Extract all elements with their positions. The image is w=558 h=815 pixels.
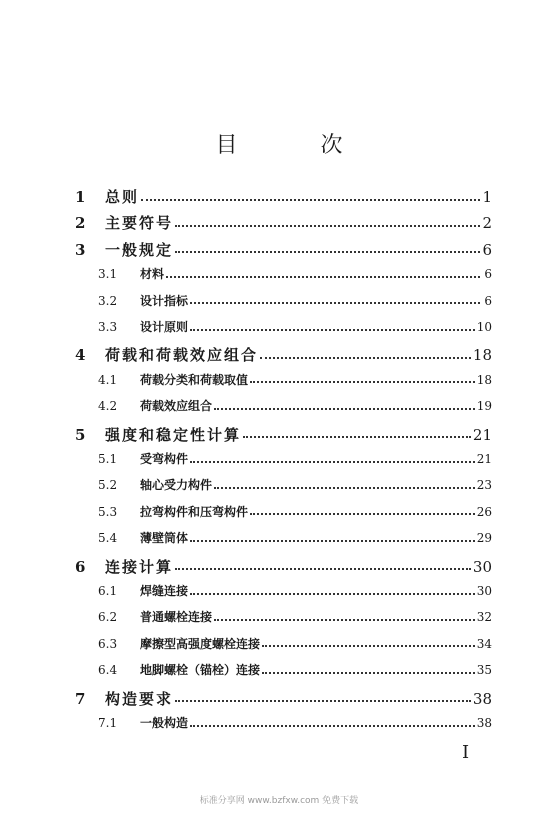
watermark: 标准分享网 www.bzfxw.com 免费下载 (199, 796, 359, 806)
toc-entry-5-2[interactable] (98, 476, 492, 493)
toc-leader-dots (166, 276, 480, 278)
toc-entry-3-2[interactable] (98, 292, 492, 309)
toc-entry-title: 地脚螺栓（锚栓）连接 (140, 663, 261, 678)
toc-entry-title: 构造要求 (105, 689, 174, 708)
toc-entry-5[interactable] (75, 424, 492, 445)
toc-entry-title: 拉弯构件和压弯构件 (140, 504, 249, 519)
toc-leader-dots (190, 593, 475, 595)
toc-leader-dots (214, 408, 475, 410)
toc-entry-number: 5.4 (98, 531, 118, 546)
toc-entry-title: 轴心受力构件 (140, 478, 213, 493)
toc-entry-page: 29 (476, 531, 492, 546)
toc-entry-title: 荷载效应组合 (140, 399, 213, 414)
toc-entry-page: 30 (476, 584, 492, 598)
toc-entry-page: 6 (482, 240, 492, 259)
toc-leader-dots (250, 381, 475, 383)
toc-entry-number: 7 (75, 689, 86, 708)
toc-leader-dots (250, 513, 475, 515)
toc-entry-3-1[interactable] (98, 265, 492, 282)
toc-entry-title: 连接计算 (105, 557, 174, 576)
toc-entry-title: 设计指标 (140, 293, 189, 308)
toc-entry-4-1[interactable] (98, 371, 492, 388)
toc-entry-title: 一般构造 (140, 716, 189, 730)
toc-entry-number: 5.2 (98, 478, 118, 493)
toc-leader-dots (190, 302, 480, 304)
toc-leader-dots (175, 251, 480, 253)
toc-entry-2[interactable] (75, 212, 492, 233)
toc-entry-number: 5 (75, 425, 86, 444)
toc-entry-page: 23 (476, 478, 492, 493)
toc-entry-title: 强度和稳定性计算 (105, 425, 242, 444)
toc-entry-title: 薄壁筒体 (140, 531, 189, 546)
toc-leader-dots (175, 568, 471, 570)
toc-entry-number: 3 (75, 240, 86, 259)
toc-entry-number: 6.4 (98, 663, 118, 678)
toc-entry-7-1[interactable] (98, 714, 492, 731)
toc-entry-title: 受弯构件 (140, 452, 189, 466)
toc-entry-title: 焊缝连接 (140, 584, 189, 598)
toc-entry-page: 6 (484, 293, 492, 308)
toc-entry-title: 一般规定 (105, 240, 174, 259)
page-title: 目 次 (215, 133, 381, 158)
toc-entry-page: 38 (472, 689, 492, 708)
toc-leader-dots (214, 619, 475, 621)
toc-entry-number: 2 (75, 214, 86, 233)
toc-entry-page: 18 (476, 372, 492, 387)
toc-entry-number: 3.2 (98, 293, 118, 308)
toc-entry-number: 6.3 (98, 636, 118, 651)
toc-entry-page: 35 (476, 663, 492, 678)
toc-entry-page: 6 (484, 267, 492, 282)
toc-leader-dots (190, 540, 475, 542)
toc-entry-5-1[interactable] (98, 450, 492, 467)
toc-entry-page: 19 (476, 399, 492, 414)
toc-entry-1[interactable] (75, 186, 492, 207)
toc-entry-page: 21 (472, 425, 492, 444)
toc-entry-page: 34 (476, 636, 492, 651)
toc-entry-number: 5.1 (98, 452, 118, 466)
toc-entry-title: 普通螺栓连接 (140, 610, 213, 625)
toc-entry-number: 4.1 (98, 372, 118, 387)
toc-entry-page: 26 (476, 504, 492, 519)
toc-leader-dots (175, 700, 471, 702)
toc-entry-title: 设计原则 (140, 320, 189, 334)
toc-entry-page: 1 (482, 188, 492, 206)
toc-entry-page: 10 (476, 320, 492, 334)
toc-entry-page: 30 (472, 557, 492, 576)
toc-entry-title: 材料 (140, 267, 165, 282)
page-number: I (462, 742, 470, 763)
toc-entry-title: 摩擦型高强度螺栓连接 (140, 636, 261, 651)
toc-leader-dots (141, 199, 480, 201)
toc-entry-number: 1 (75, 188, 86, 206)
toc-entry-6-2[interactable] (98, 608, 492, 625)
toc-entry-7[interactable] (75, 688, 492, 709)
toc-leader-dots (214, 487, 475, 489)
toc-entry-page: 2 (482, 214, 492, 233)
toc-entry-6-4[interactable] (98, 661, 492, 678)
toc-leader-dots (190, 725, 475, 727)
toc-entry-page: 38 (476, 716, 492, 730)
toc-entry-number: 3.3 (98, 320, 118, 334)
toc-leader-dots (260, 357, 471, 359)
toc-entry-3-3[interactable] (98, 318, 492, 335)
toc-entry-title: 主要符号 (105, 214, 174, 233)
toc-entry-number: 3.1 (98, 267, 118, 282)
toc-entry-number: 4.2 (98, 399, 118, 414)
toc-leader-dots (243, 436, 471, 438)
toc-entry-title: 荷载和荷载效应组合 (105, 346, 259, 365)
toc-entry-number: 6.1 (98, 584, 118, 598)
toc-entry-5-3[interactable] (98, 503, 492, 520)
toc-entry-title: 总则 (105, 188, 140, 206)
toc-entry-number: 7.1 (98, 716, 118, 730)
toc-entry-4-2[interactable] (98, 397, 492, 414)
toc-entry-page: 18 (472, 346, 492, 365)
toc-entry-5-4[interactable] (98, 529, 492, 546)
toc-entry-page: 21 (476, 452, 492, 466)
toc-entry-6-1[interactable] (98, 582, 492, 599)
toc-leader-dots (190, 329, 475, 331)
toc-entry-6[interactable] (75, 556, 492, 577)
toc-leader-dots (175, 225, 480, 227)
toc-entry-3[interactable] (75, 239, 492, 260)
toc-leader-dots (190, 461, 475, 463)
toc-entry-4[interactable] (75, 344, 492, 365)
toc-entry-number: 5.3 (98, 504, 118, 519)
toc-entry-number: 4 (75, 346, 86, 365)
toc-entry-title: 荷载分类和荷载取值 (140, 372, 249, 387)
toc-leader-dots (262, 672, 475, 674)
toc-leader-dots (262, 645, 475, 647)
toc-entry-page: 32 (476, 610, 492, 625)
toc-entry-number: 6.2 (98, 610, 118, 625)
toc-entry-number: 6 (75, 557, 86, 576)
toc-entry-6-3[interactable] (98, 635, 492, 652)
